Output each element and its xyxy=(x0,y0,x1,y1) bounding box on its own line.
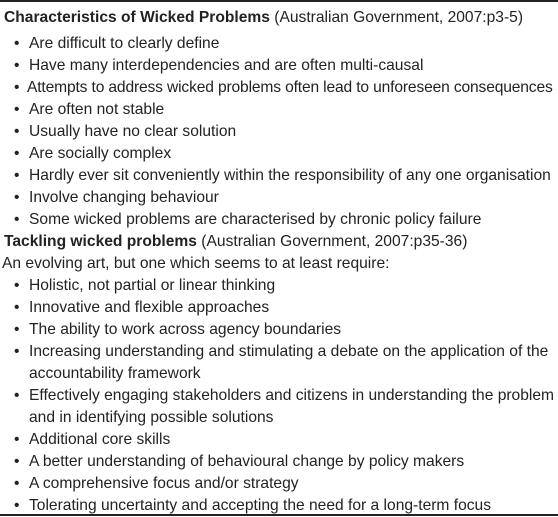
list-item xyxy=(14,429,556,451)
list-item-text: Attempts to address wicked problems often lead to unforeseen consequences xyxy=(27,79,553,96)
bullet-icon: • xyxy=(14,211,20,228)
list-item xyxy=(14,495,556,517)
list-item-text: Usually have no clear solution xyxy=(29,123,237,140)
list-item xyxy=(14,187,556,209)
bullet-icon: • xyxy=(14,431,20,448)
list-item xyxy=(14,99,556,121)
list-item xyxy=(14,77,556,99)
list-item-text: Increasing understanding and stimulating a debate on the application of the accountability framework xyxy=(29,343,549,382)
list-item-text: Holistic, not partial or linear thinking xyxy=(29,277,276,294)
bullet-icon: • xyxy=(14,321,20,338)
bullet-icon: • xyxy=(14,453,20,470)
section2-citation: (Australian Government, 2007:p35-36) xyxy=(196,233,468,250)
bullet-icon: • xyxy=(14,123,20,140)
bullet-icon: • xyxy=(14,387,20,404)
list-item-text: The ability to work across agency boundaries xyxy=(29,321,342,338)
list-item-text: Some wicked problems are characterised by chronic policy failure xyxy=(29,211,482,228)
bullet-icon: • xyxy=(14,475,20,492)
bullet-icon: • xyxy=(14,101,20,118)
list-item xyxy=(14,341,556,384)
list-item xyxy=(14,55,556,77)
section2-intro: An evolving art, but one which seems to at least require: xyxy=(2,255,390,272)
list-item-text: Effectively engaging stakeholders and citizens in understanding the problem and in identifying possible solutions xyxy=(29,387,555,426)
list-item-text: Are difficult to clearly define xyxy=(29,35,220,52)
bullet-icon: • xyxy=(14,277,20,294)
bullet-icon: • xyxy=(14,497,20,514)
bullet-icon: • xyxy=(14,189,20,206)
bullet-icon: • xyxy=(14,167,20,184)
section1-title: Characteristics of Wicked Problems xyxy=(4,9,270,26)
list-item-text: Hardly ever sit conveniently within the responsibility of any one organisation xyxy=(29,167,551,184)
list-item xyxy=(14,143,556,165)
list-item-text: Involve changing behaviour xyxy=(29,189,219,206)
list-item-text: Additional core skills xyxy=(29,431,171,448)
list-item-text: Innovative and flexible approaches xyxy=(29,299,270,316)
list-item-text: Have many interdependencies and are often multi-causal xyxy=(29,57,424,74)
bullet-icon: • xyxy=(14,299,20,316)
list-item xyxy=(14,33,556,55)
section2-title: Tackling wicked problems xyxy=(4,233,197,250)
section1-citation: (Australian Government, 2007:p3-5) xyxy=(269,9,524,26)
bullet-icon: • xyxy=(14,57,20,74)
bullet-icon: • xyxy=(14,145,20,162)
list-item xyxy=(14,473,556,495)
list-item-text: Tolerating uncertainty and accepting the need for a long-term focus xyxy=(29,497,492,514)
bullet-icon: • xyxy=(14,79,20,96)
list-item xyxy=(14,451,556,473)
section2-heading xyxy=(4,231,467,252)
list-item xyxy=(14,209,556,231)
section1-heading xyxy=(4,7,523,28)
list-item xyxy=(14,275,556,297)
bullet-icon: • xyxy=(14,35,20,52)
list-item-text: Are socially complex xyxy=(29,145,172,162)
list-item xyxy=(14,165,556,187)
list-item xyxy=(14,385,556,428)
bullet-icon: • xyxy=(14,343,20,360)
list-item-text: A comprehensive focus and/or strategy xyxy=(29,475,299,492)
list-item xyxy=(14,121,556,143)
list-item-text: A better understanding of behavioural change by policy makers xyxy=(29,453,465,470)
list-item xyxy=(14,297,556,319)
list-item xyxy=(14,319,556,341)
list-item-text: Are often not stable xyxy=(29,101,165,118)
